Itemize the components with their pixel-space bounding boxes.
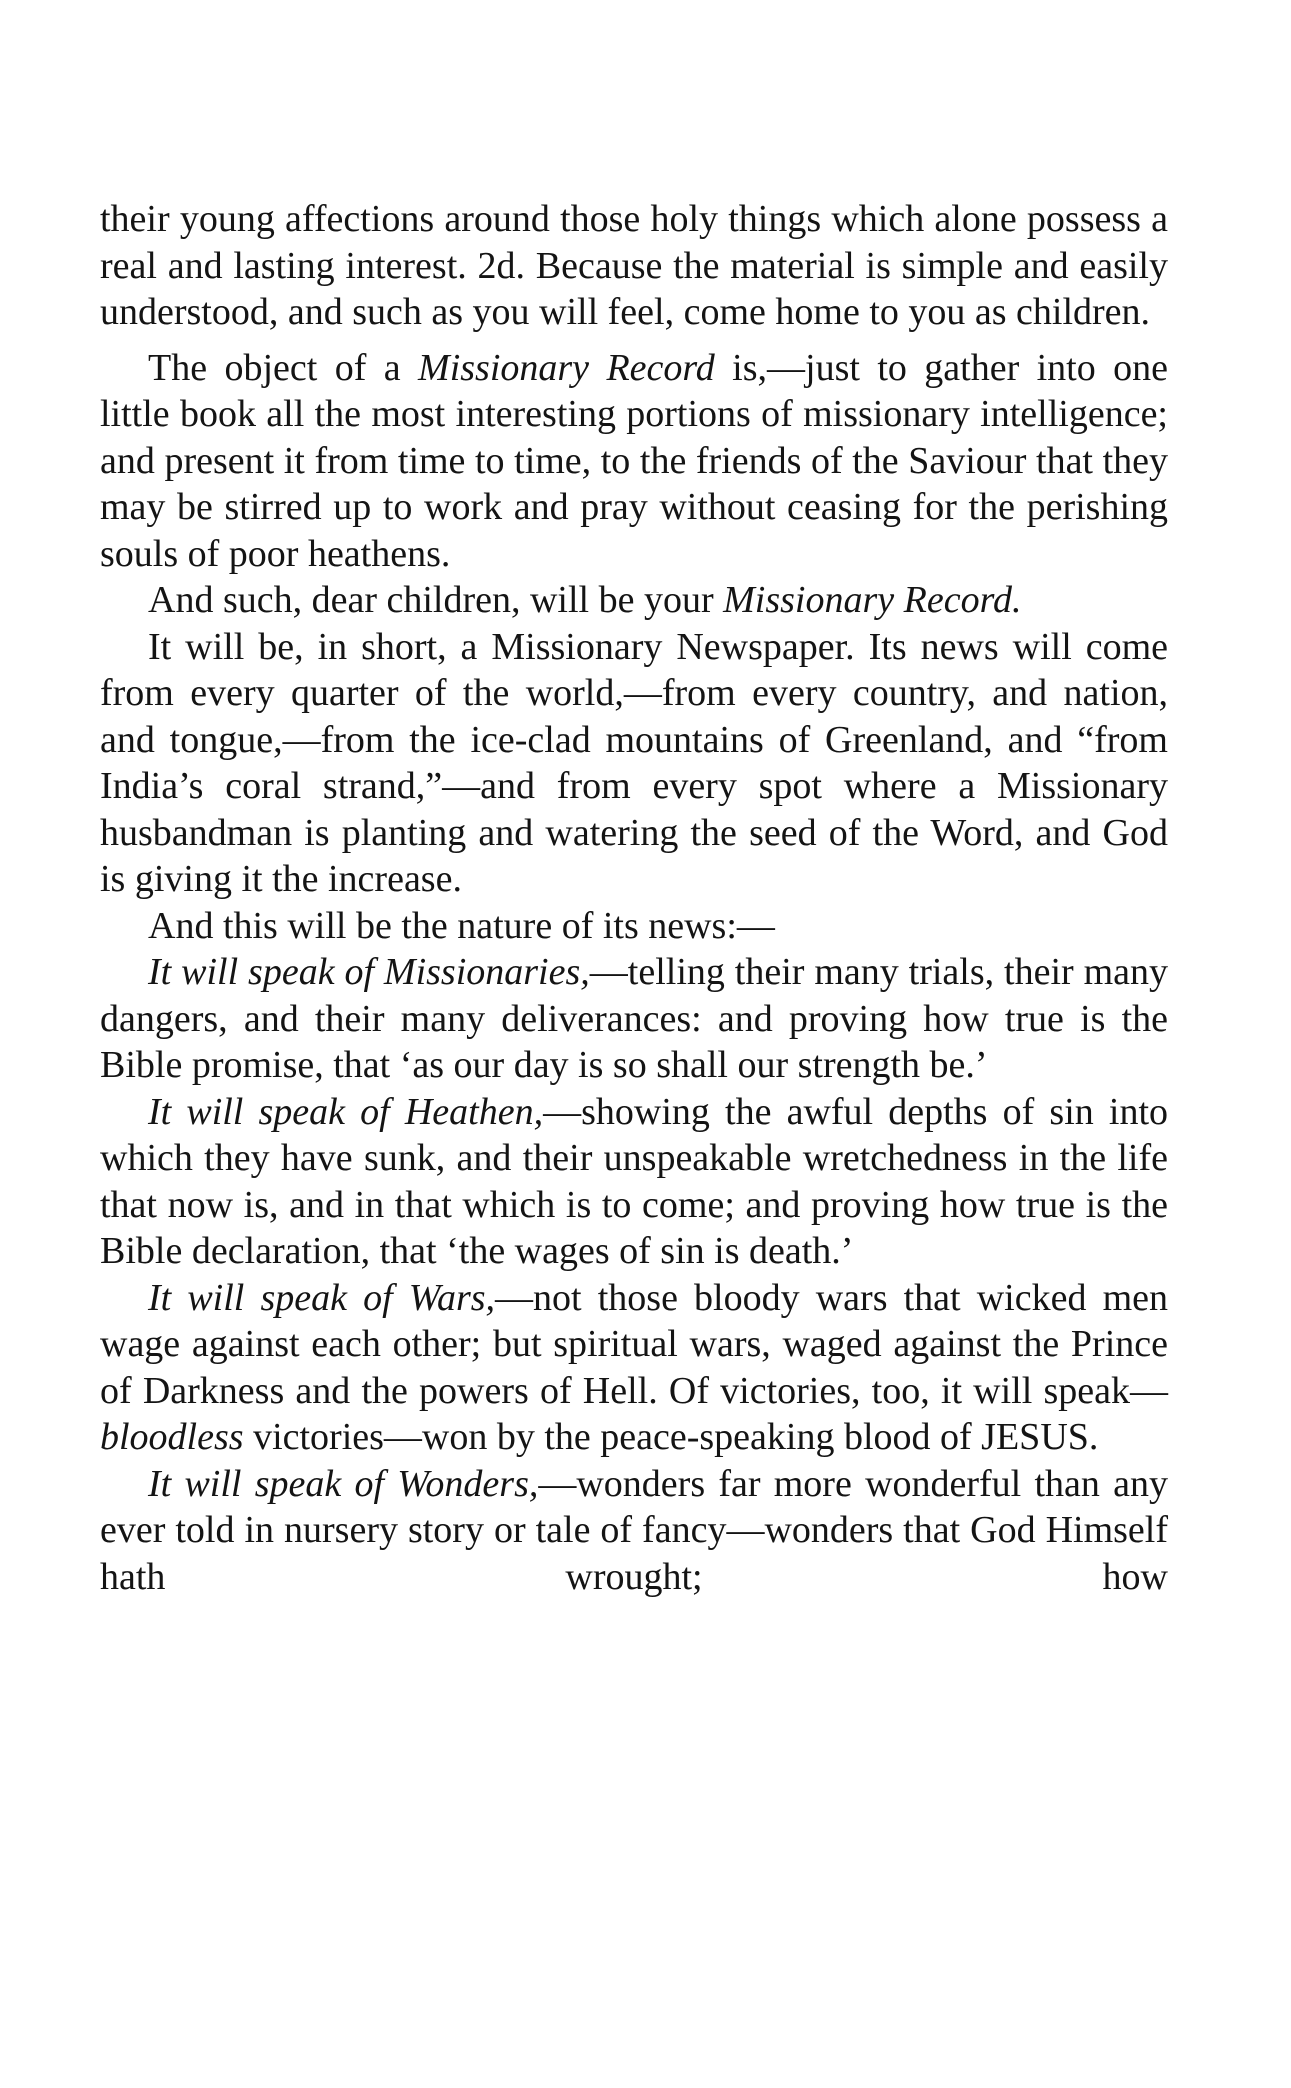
text-segment: And this will be the nature of its news:— [148, 904, 775, 947]
text-segment: is,—just to gather into one little book all the most interesting portions of missionary intelligence; and present it from time to time, to the friends of the Saviour that they may be stirred up to work and pray without ceasing for the perishing souls of poor heathens. [100, 346, 1169, 575]
italic-title: Missionary Record. [723, 579, 1022, 621]
paragraph-missionary-record-object [100, 345, 1168, 578]
paragraph-nature-of-news [100, 903, 1168, 950]
text-segment: —not those bloody wars that wicked men wage against each other; but spiritual wars, waged against the Prince of Darkness and the powers of Hell. Of victories, too, it will speak— [100, 1276, 1168, 1412]
text-segment: The object of a [148, 346, 419, 389]
text-segment: It will be, in short, a Missionary Newspaper. Its news will come from every quarter of the world,—from every country, and nation, and tongue,—from the ice-clad mountains of Greenland, and “from India’s coral strand,”—and from every spot where a Missionary husbandman is planting and watering the seed of the Word, and God is giving it the increase. [100, 625, 1168, 900]
text-segment: victories—won by the peace-speaking blood of JESUS. [243, 1416, 1099, 1458]
paragraph-heathen [100, 1089, 1168, 1275]
text-segment: —telling their many trials, their many dangers, and their many deliverances: and proving how true is the Bible promise, that ‘as our day is so shall our strength be.’ [100, 951, 1169, 1086]
paragraph-continuation [100, 196, 1168, 336]
page-text [100, 196, 1168, 1600]
paragraph-wonders [100, 1461, 1168, 1601]
text-segment: —showing the awful depths of sin into which they have sunk, and their unspeakable wretchedness in the life that now is, and in that which is to come; and proving how true is the Bible declaration, that ‘the wages of sin is death.’ [100, 1090, 1169, 1272]
text-segment: —wonders far more wonderful than any ever told in nursery story or tale of fancy—wonders that God Himself hath wrought; how [100, 1462, 1168, 1598]
italic-heading: It will speak of Heathen, [148, 1090, 544, 1133]
italic-heading: It will speak of Wars, [148, 1276, 496, 1319]
italic-heading: It will speak of Wonders, [148, 1462, 539, 1505]
text-segment: And such, dear children, will be your [148, 579, 724, 621]
paragraph-your-record [100, 577, 1168, 624]
italic-title: Missionary Record [418, 346, 715, 389]
paragraph-wars [100, 1275, 1168, 1461]
paragraph-newspaper [100, 624, 1168, 903]
text-segment: their young affections around those holy things which alone possess a real and lasting interest. 2d. Because the material is simple and easily understood, and such as you will feel, come home to you as children. [100, 198, 1168, 333]
italic-word: bloodless [100, 1416, 244, 1458]
italic-heading: It will speak of Missionaries, [148, 951, 590, 993]
paragraph-missionaries [100, 949, 1168, 1089]
